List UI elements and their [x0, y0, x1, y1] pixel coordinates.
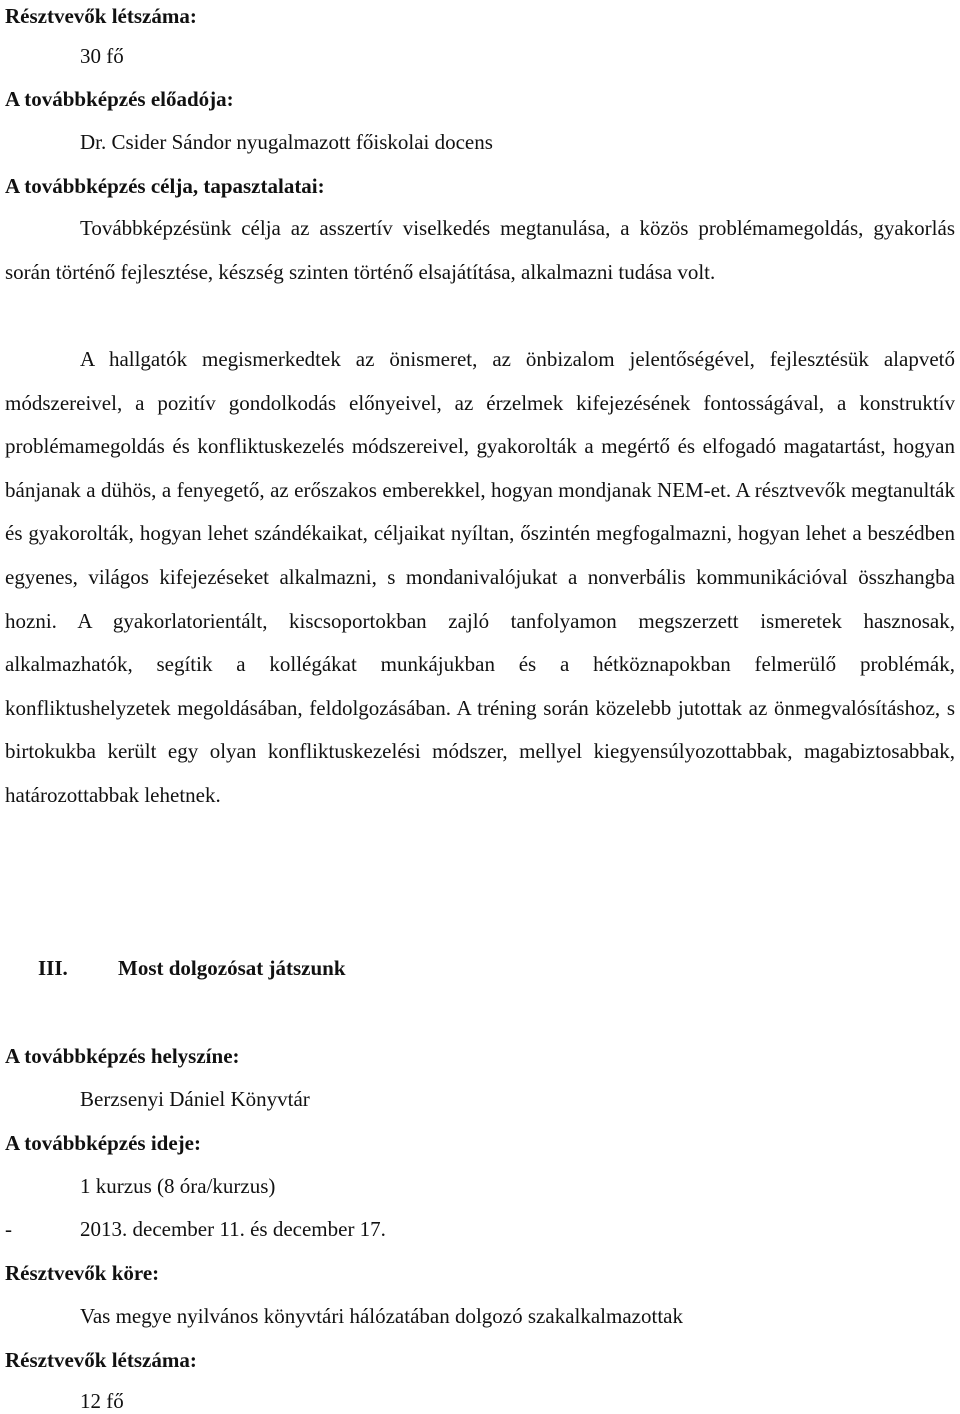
section-number: III.	[38, 956, 68, 980]
venue-label: A továbbképzés helyszíne:	[5, 1044, 240, 1068]
presenter-label: A továbbképzés előadója:	[5, 87, 234, 111]
audience-value: Vas megye nyilvános könyvtári hálózatában dolgozó szakalkalmazottak	[80, 1304, 683, 1328]
participants-value: 30 fő	[80, 44, 124, 68]
date-value: 2013. december 11. és december 17.	[80, 1217, 386, 1241]
goal-paragraph-1: Továbbképzésünk célja az asszertív viselkedés megtanulása, a közös problémamegoldás, gyakorlás során történő fejlesztése, készség szinten történő elsajátítása, alkalmazni tudása volt.	[5, 216, 955, 284]
goal-paragraph-2: A hallgatók megismerkedtek az önismeret, az önbizalom jelentőségével, fejlesztésük alapvető módszereivel, a pozitív gondolkodás előnyeivel, az érzelmek kifejezésének fontosságával, a konstruktív problémamegoldás és konfliktuskezelés módszereivel, gyakorolták a megértő és elfogadó magatartást, hogyan bánjanak a dühös, a fenyegető, az erőszakos emberekkel, hogyan mondjanak NEM-et. A résztvevők megtanulták és gyakorolták, hogyan lehet szándékaikat, céljaikat nyíltan, őszintén megfogalmazni, hogyan lehet a beszédben egyenes, világos kifejezéseket alkalmazni, s mondanivalójukat a nonverbális kommunikációval összhangba hozni. A gyakorlatorientált, kiscsoportokban zajló tanfolyamon megszerzett ismeretek hasznosak, alkalmazhatók, segítik a kollégákat munkájukban és a hétköznapokban felmerülő problémák, konfliktushelyzetek megoldásában, feldolgozásában. A tréning során közelebb jutottak az önmegvalósításhoz, s birtokukba került egy olyan konfliktuskezelési módszer, mellyel kiegyensúlyozottabbak, magabiztosabbak, határozottabbak lehetnek.	[5, 347, 955, 807]
section-heading	[38, 956, 346, 981]
venue-value: Berzsenyi Dániel Könyvtár	[80, 1087, 310, 1111]
date-line	[5, 1217, 386, 1242]
participants-value-2: 12 fő	[80, 1389, 124, 1413]
time-label: A továbbképzés ideje:	[5, 1131, 201, 1155]
presenter-value: Dr. Csider Sándor nyugalmazott főiskolai docens	[80, 130, 493, 154]
participants-label-2: Résztvevők létszáma:	[5, 1348, 197, 1372]
section-title: Most dolgozósat játszunk	[118, 956, 346, 980]
audience-label: Résztvevők köre:	[5, 1261, 160, 1285]
goal-label: A továbbképzés célja, tapasztalatai:	[5, 174, 325, 198]
date-dash: -	[5, 1217, 12, 1241]
participants-label: Résztvevők létszáma:	[5, 4, 197, 28]
time-value: 1 kurzus (8 óra/kurzus)	[80, 1174, 276, 1198]
